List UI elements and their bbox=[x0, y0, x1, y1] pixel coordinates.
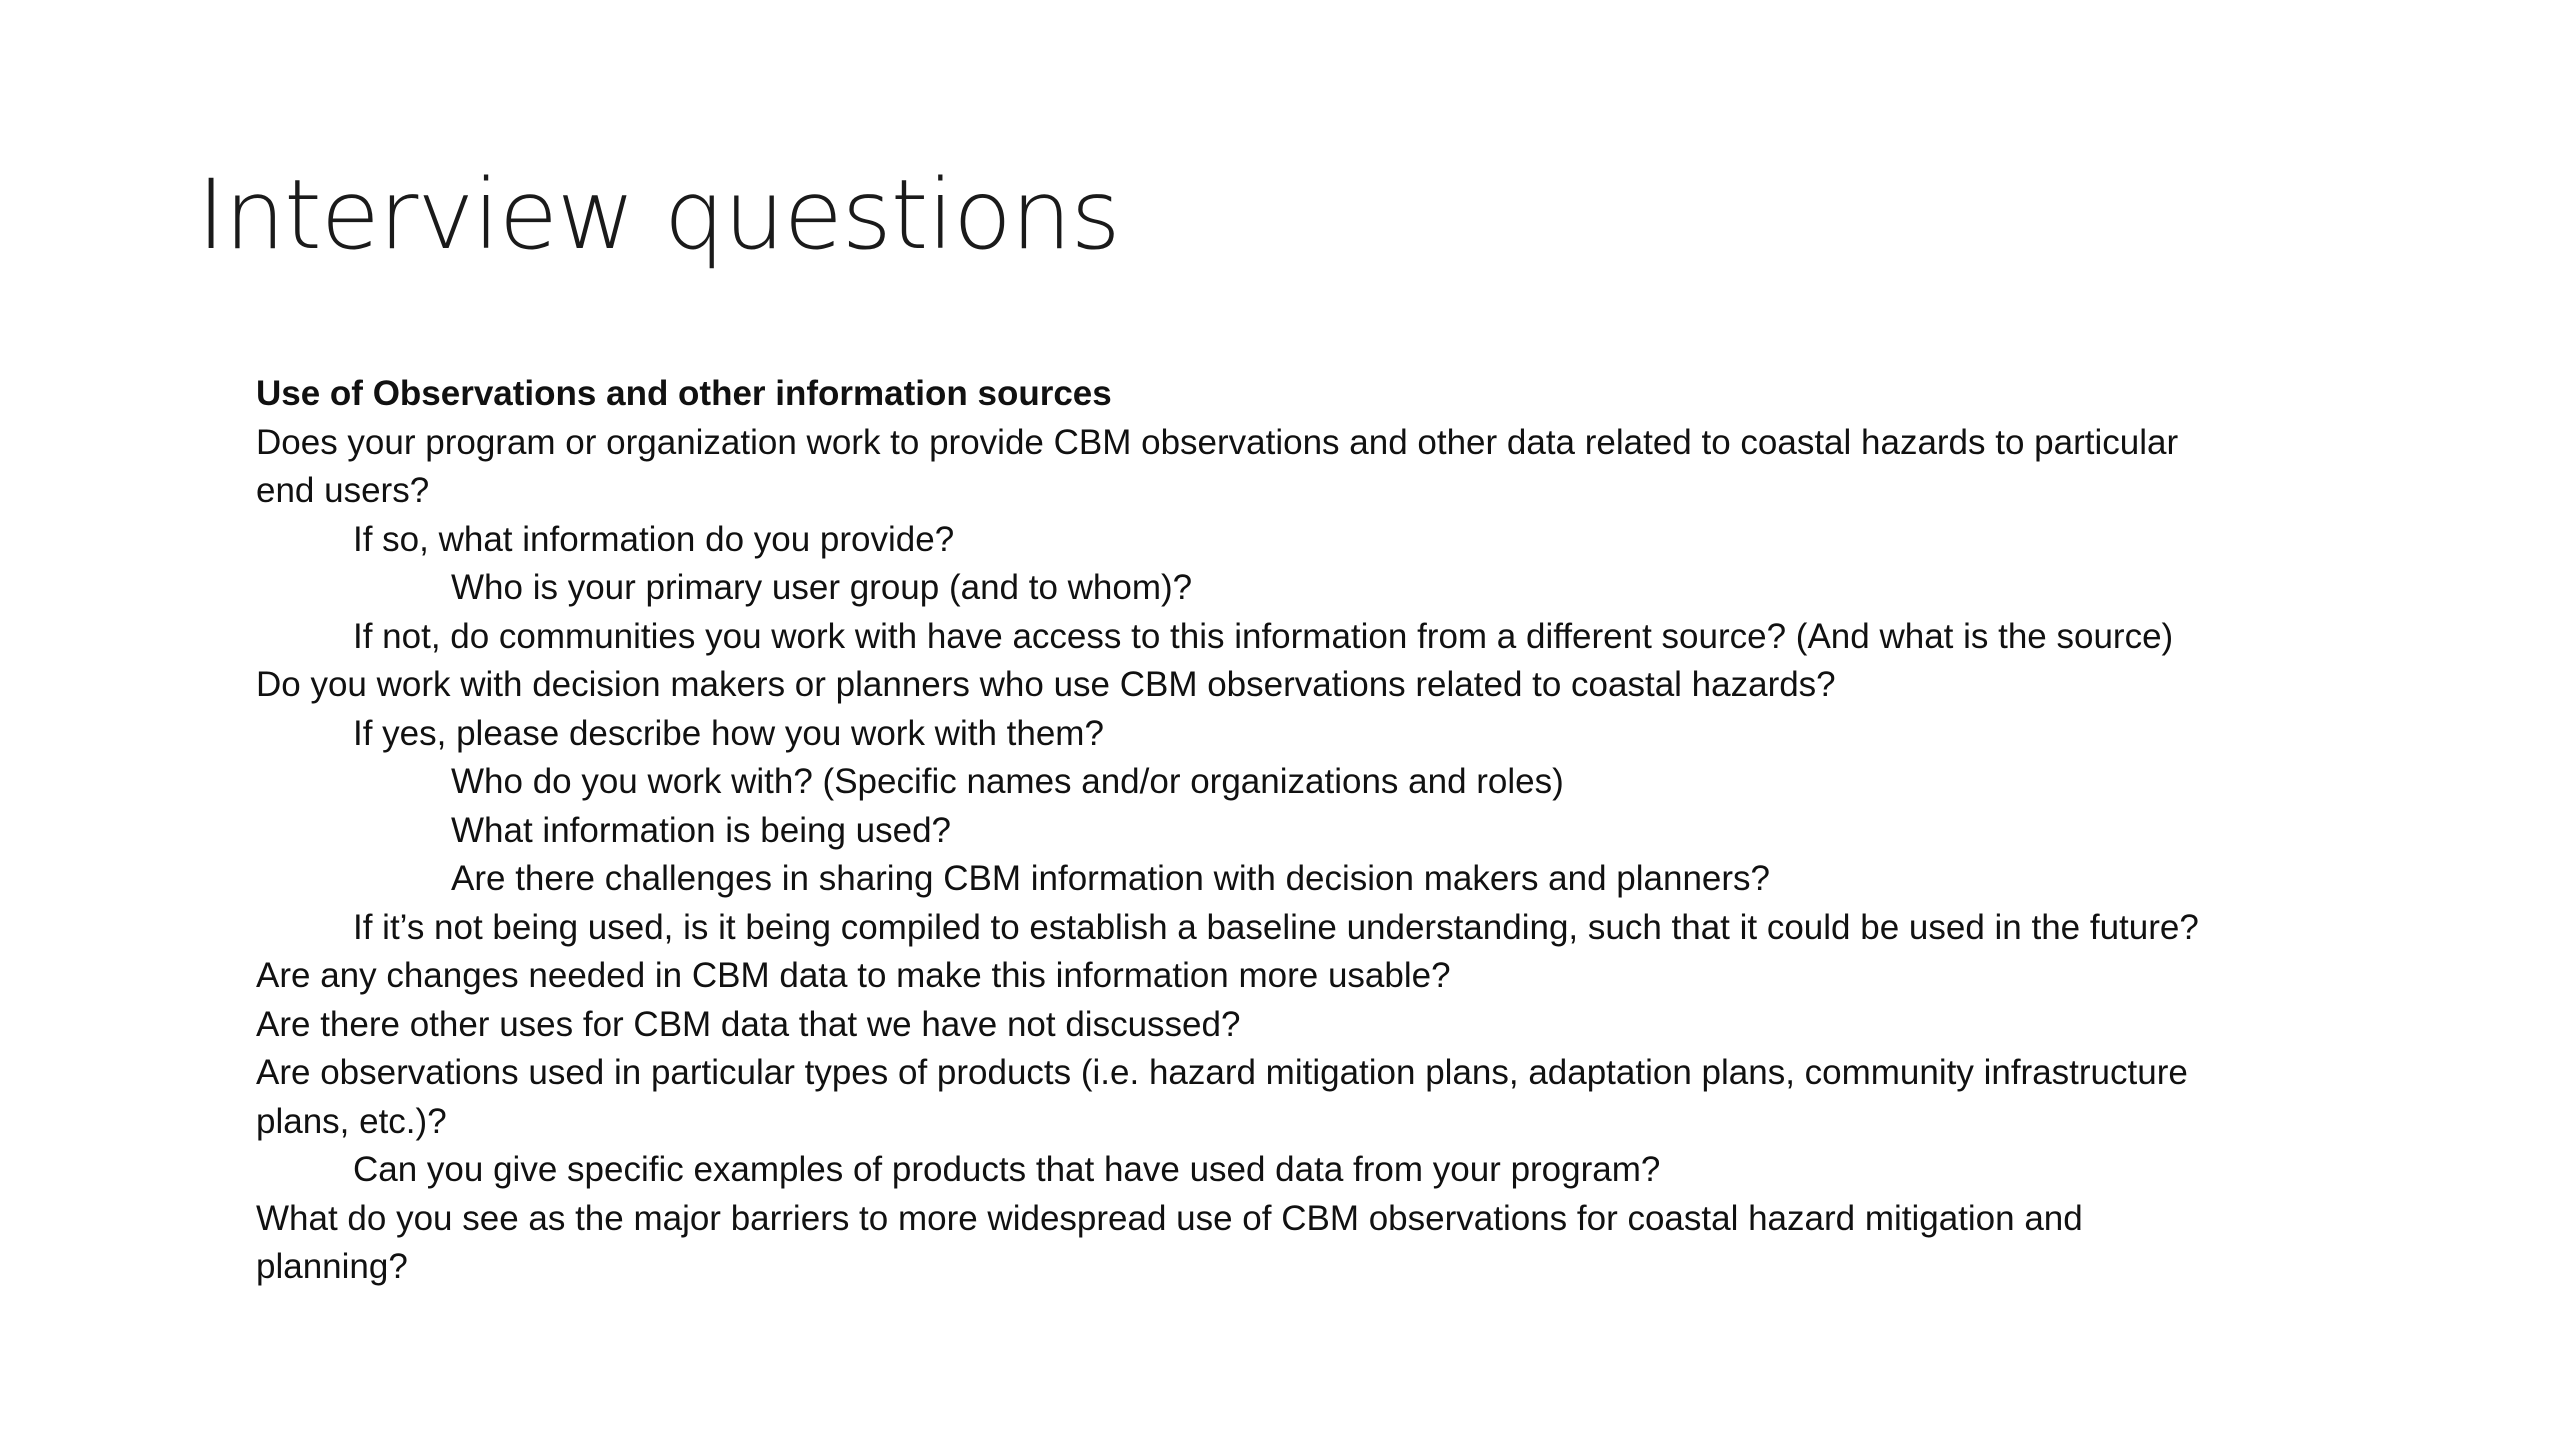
question-level-3: Are there challenges in sharing CBM information with decision makers and planners? bbox=[451, 859, 1771, 898]
question-level-1: Does your program or organization work to provide CBM observations and other data related to coastal hazards to particular end users? bbox=[256, 422, 2179, 510]
slide-content bbox=[256, 370, 2216, 1292]
question-level-1: Do you work with decision makers or planners who use CBM observations related to coastal hazards? bbox=[256, 665, 1836, 704]
slide-title: Interview questions bbox=[197, 159, 1120, 271]
question-level-3: Who is your primary user group (and to whom)? bbox=[451, 568, 1193, 607]
question-level-1: What do you see as the major barriers to more widespread use of CBM observations for coastal hazard mitigation and planning? bbox=[256, 1198, 2083, 1286]
question-level-2: Can you give specific examples of products that have used data from your program? bbox=[353, 1150, 1661, 1189]
question-list bbox=[256, 419, 2216, 1292]
question-level-1: Are there other uses for CBM data that we have not discussed? bbox=[256, 1004, 1241, 1044]
question-level-3: What information is being used? bbox=[451, 810, 951, 850]
question-level-1: Are observations used in particular types of products (i.e. hazard mitigation plans, adaptation plans, community infrastructure plans, etc.)? bbox=[256, 1053, 2188, 1141]
question-level-2: If yes, please describe how you work with them? bbox=[353, 713, 1104, 753]
question-level-2: If so, what information do you provide? bbox=[353, 519, 955, 559]
question-level-2: If it’s not being used, is it being compiled to establish a baseline understanding, such that it could be used in the future? bbox=[353, 907, 2199, 947]
question-level-2: If not, do communities you work with have access to this information from a different source? (And what is the source) bbox=[353, 616, 2174, 656]
question-level-1: Are any changes needed in CBM data to make this information more usable? bbox=[256, 956, 1451, 995]
section-heading: Use of Observations and other information sources bbox=[256, 374, 1112, 413]
question-level-3: Who do you work with? (Specific names and/or organizations and roles) bbox=[451, 762, 1564, 801]
